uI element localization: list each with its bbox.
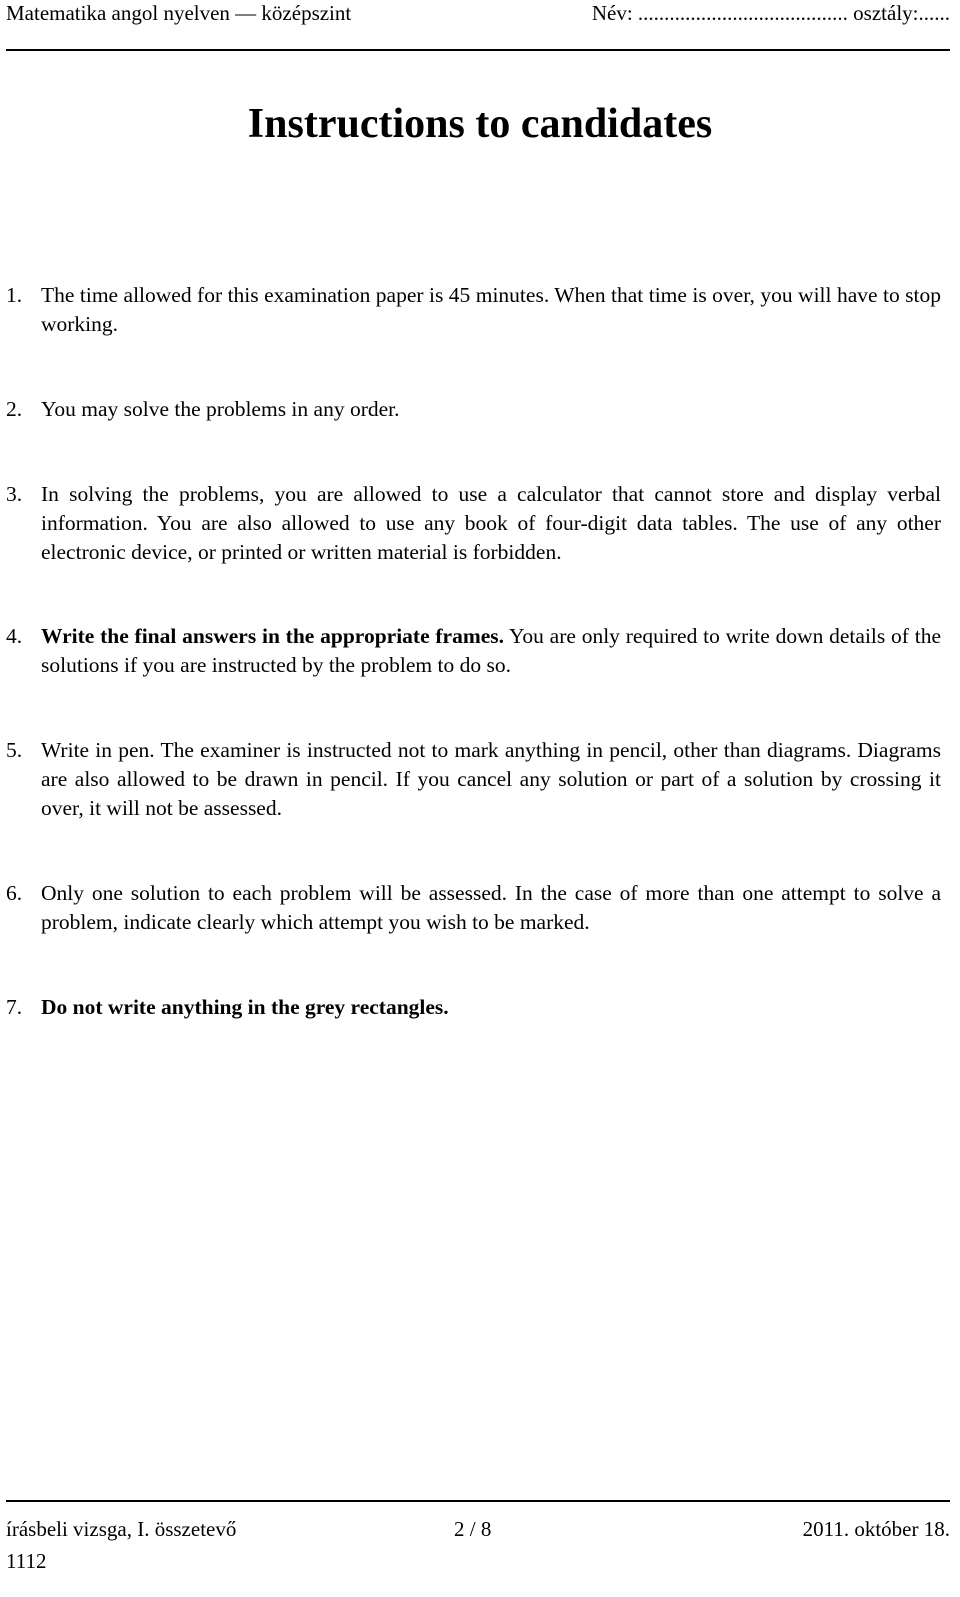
- item-number: 3.: [6, 482, 23, 506]
- item-text: Write in pen. The examiner is instructed not to mark anything in pencil, other than diagrams. Diagrams are also allowed to be drawn in pencil. If you cancel any solution or part of a solution by crossing it over, it will not be assessed.: [41, 738, 941, 820]
- item-rest-text: You are only required to write down details of the solutions if you are instructed by the problem to do so.: [41, 624, 941, 677]
- exam-label: írásbeli vizsga, I. összetevő: [6, 1517, 237, 1541]
- item-number: 6.: [6, 881, 23, 905]
- footer-divider: [6, 1500, 950, 1502]
- page-number: 2 / 8: [454, 1517, 492, 1541]
- item-number: 4.: [6, 624, 23, 648]
- item-text: In solving the problems, you are allowed to use a calculator that cannot store and display verbal information. You are also allowed to use any book of four-digit data tables. The use of any other electronic device, or printed or written material is forbidden.: [41, 482, 941, 564]
- instruction-item-3: [6, 480, 941, 567]
- instruction-item-6: [6, 879, 941, 937]
- header-divider: [6, 49, 950, 51]
- instruction-item-1: [6, 281, 941, 339]
- item-number: 1.: [6, 283, 23, 307]
- subject-label: Matematika angol nyelven — középszint: [6, 1, 352, 25]
- item-number: 5.: [6, 738, 23, 762]
- page-title: Instructions to candidates: [247, 101, 713, 147]
- item-number: 2.: [6, 397, 23, 421]
- item-text: [41, 993, 941, 1022]
- item-bold-text: Write the final answers in the appropriate frames.: [41, 624, 505, 648]
- exam-date: 2011. október 18.: [802, 1517, 950, 1541]
- item-text: The time allowed for this examination paper is 45 minutes. When that time is over, you will have to stop working.: [41, 283, 941, 336]
- instruction-item-7: [6, 993, 941, 1022]
- name-class-field: Név: ........................................ osztály:......: [591, 1, 950, 25]
- instruction-item-5: [6, 736, 941, 823]
- item-bold-text: Do not write anything in the grey rectangles.: [41, 995, 449, 1019]
- item-text: [41, 622, 941, 680]
- instruction-item-2: [6, 395, 941, 424]
- item-number: 7.: [6, 995, 23, 1019]
- item-text: You may solve the problems in any order.: [41, 397, 400, 421]
- instruction-item-4: [6, 622, 941, 680]
- exam-code: 1112: [6, 1549, 47, 1573]
- page-header: [6, 0, 950, 30]
- item-text: Only one solution to each problem will be assessed. In the case of more than one attempt to solve a problem, indicate clearly which attempt you wish to be marked.: [41, 881, 941, 934]
